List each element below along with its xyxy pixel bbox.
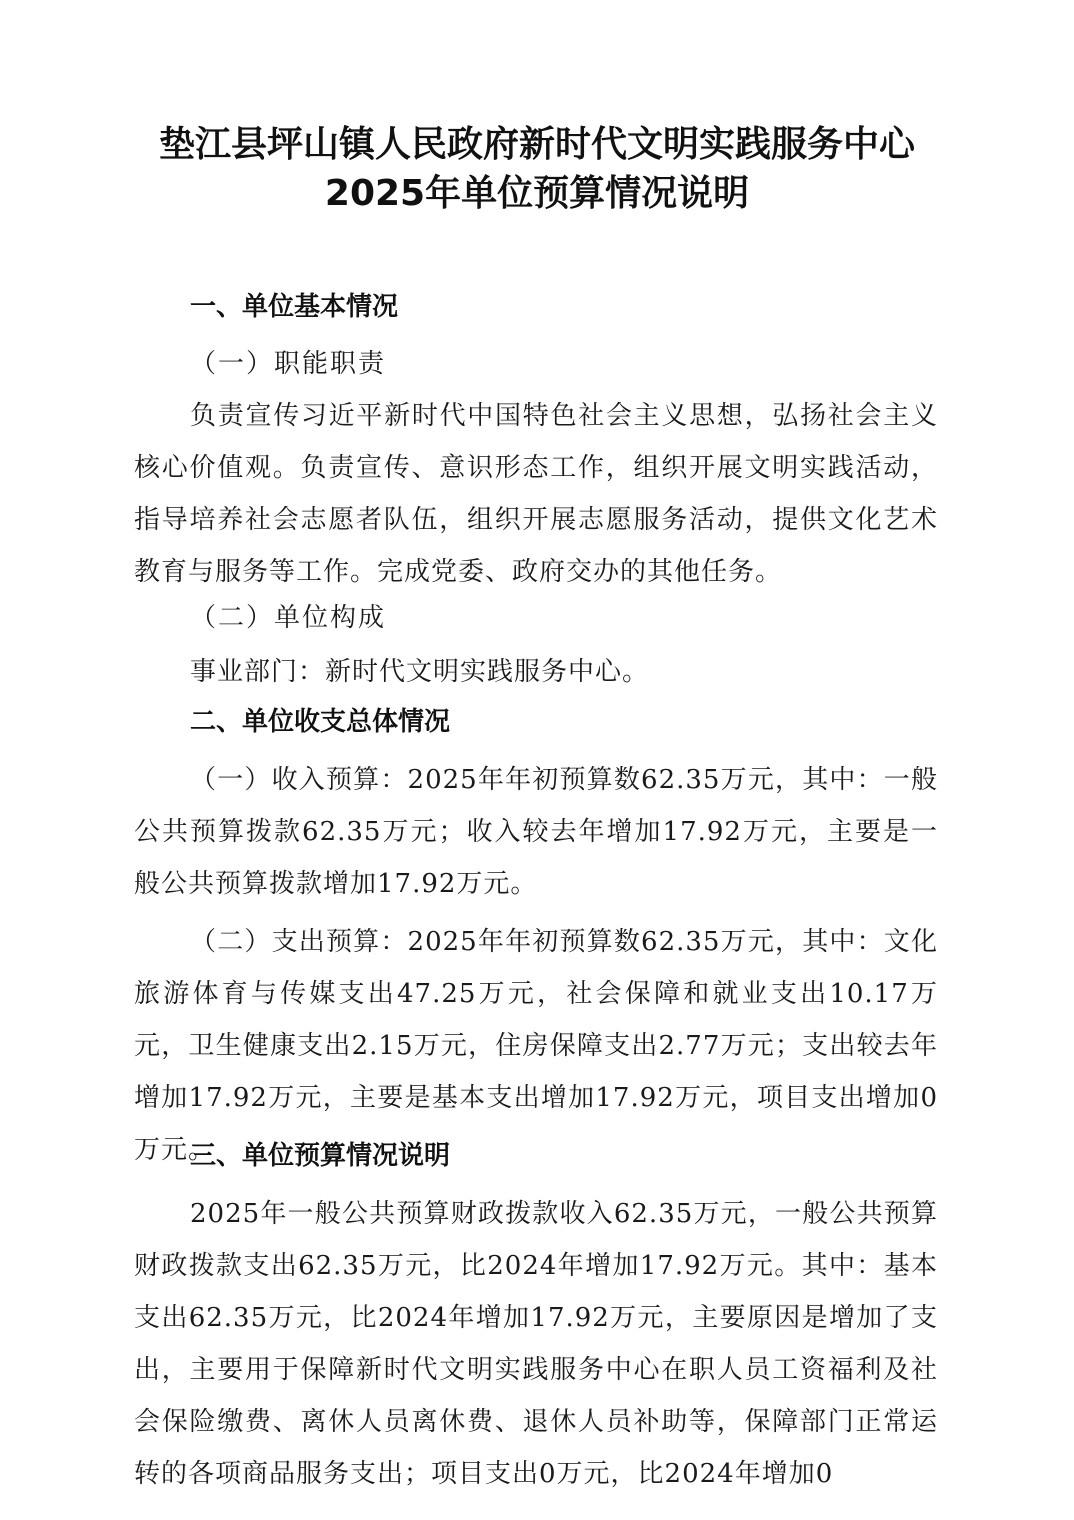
section1-para1: 负责宣传习近平新时代中国特色社会主义思想，弘扬社会主义核心价值观。负责宣传、意识形态工作，组织开展文明实践活动，指导培养社会志愿者队伍，组织开展志愿服务活动，提供文化艺术教育与服务等工作。完成党委、政府交办的其他任务。 <box>134 401 938 587</box>
section1-heading: 一、单位基本情况 <box>190 292 399 322</box>
section1-sub2-heading: （二）单位构成 <box>190 603 387 633</box>
document-title-line1: 垫江县坪山镇人民政府新时代文明实践服务中心 <box>158 124 915 165</box>
section3-para1: 2025年一般公共预算财政拨款收入62.35万元，一般公共预算财政拨款支出62.35万元，比2024年增加17.92万元。其中：基本支出62.35万元，比2024年增加17.92万元，主要原因是增加了支出，主要用于保障新时代文明实践服务中心在职人员工资福利及社会保险缴费、离休人员离休费、退休人员补助等，保障部门正常运转的各项商品服务支出；项目支出0万元，比2024年增加0 <box>134 1199 938 1489</box>
section3-heading: 三、单位预算情况说明 <box>190 1141 451 1171</box>
section2-para1: （一）收入预算：2025年年初预算数62.35万元，其中：一般公共预算拨款62.35万元；收入较去年增加17.92万元，主要是一般公共预算拨款增加17.92万元。 <box>134 765 938 899</box>
section2-para2: （二）支出预算：2025年年初预算数62.35万元，其中：文化旅游体育与传媒支出47.25万元，社会保障和就业支出10.17万元，卫生健康支出2.15万元，住房保障支出2.77万元；支出较去年增加17.92万元，主要是基本支出增加17.92万元，项目支出增加0万元。 <box>134 927 938 1165</box>
section1-sub1-heading: （一）职能职责 <box>190 349 387 379</box>
document-title-line2: 2025年单位预算情况说明 <box>324 173 750 214</box>
section2-heading: 二、单位收支总体情况 <box>190 707 451 737</box>
section1-para2: 事业部门：新时代文明实践服务中心。 <box>190 657 650 687</box>
